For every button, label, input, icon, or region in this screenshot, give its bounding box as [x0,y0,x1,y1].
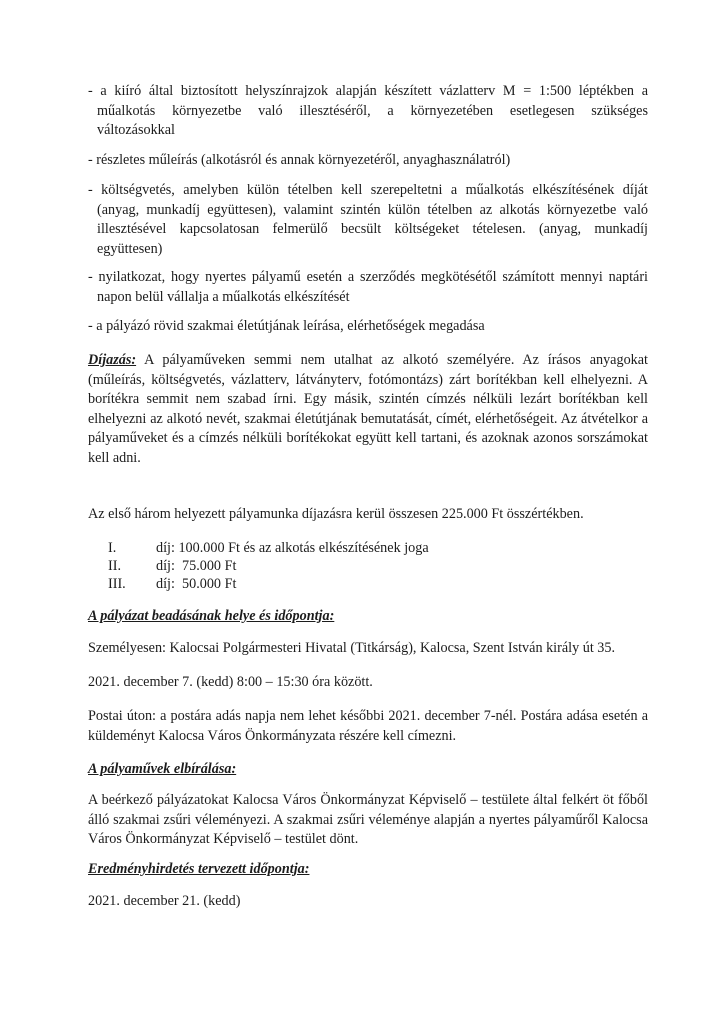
bullet-line: - a kiíró által biztosított helyszínrajzok alapján készített vázlatterv M = 1:500 léptékben a [88,83,648,99]
prize-item [108,557,568,575]
bullet-line: napon belül vállalja a műalkotás elkészítését [97,288,350,305]
dijazas-paragraph [88,351,648,468]
submission-postal: Postai úton: a postára adás napja nem lehet későbbi 2021. december 7-nél. Postára adása esetén a küldeményt Kalocsa Város Önkormányzata részére kell címezni. [88,708,648,744]
bullet-line: illesztésével kapcsolatosan felmerülő becsült költségeket tételesen. (anyag, munkadíj [97,221,648,237]
prize-item [108,539,568,557]
bullet-line: - nyilatkozat, hogy nyertes pályamű esetén a szerződés megkötésétől számított mennyi naptári [88,269,648,285]
bullet-line: - költségvetés, amelyben külön tételben kell szerepeltetni a műalkotás elkészítésének díját [88,182,648,198]
dijazas-label: Díjazás: [88,352,137,368]
bullet-line: - a pályázó rövid szakmai életútjának leírása, elérhetőségek megadása [88,318,485,334]
prize-rank: III. [108,576,126,592]
bullet-declaration [88,268,648,307]
bullet-career [88,317,648,337]
bullet-description [88,151,648,171]
evaluation-heading: A pályaművek elbírálása: [88,761,237,777]
prize-text: díj: 100.000 Ft és az alkotás elkészítésének joga [156,540,429,556]
bullet-line: (anyag, munkadíj együttesen), valamint szintén külön tételben az alkotás környezetbe való [97,201,648,218]
prize-text: díj: 75.000 Ft [156,558,237,574]
prize-rank: II. [108,558,121,574]
prize-item [108,575,568,593]
prize-rank: I. [108,540,117,556]
bullet-line: változásokkal [97,122,176,138]
prize-list [108,539,568,593]
bullet-sketch-plan [88,82,648,141]
submission-heading: A pályázat beadásának helye és időpontja: [88,608,335,624]
bullet-line: - részletes műleírás (alkotásról és annak környezetéről, anyaghasználatról) [88,152,511,168]
bullet-budget [88,181,648,259]
submission-personal: Személyesen: Kalocsai Polgármesteri Hivatal (Titkárság), Kalocsa, Szent István király út 35. [88,640,616,656]
bullet-line: műalkotás környezetbe való illesztéséről, a környezetében esetlegesen szükséges [97,102,648,119]
submission-date: 2021. december 7. (kedd) 8:00 – 15:30 óra között. [88,674,373,690]
results-heading: Eredményhirdetés tervezett időpontja: [88,861,310,877]
dijazas-text: A pályaműveken semmi nem utalhat az alkotó személyére. Az írásos anyagokat (műleírás, költségvetés, vázlatterv, látványterv, fotómontázs) zárt borítékban kell elhelyezni. A borítékra semmit nem szabad írni. Egy másik, szintén címzés nélküli lezárt borítékban kell elhelyezni az alkotó nevét, szakmai életútjának bemutatását, címét, elérhetőségeit. Az átvételkor a pályaműveket és a címzés nélküli borítékokat együtt kell tartani, és azoknak azonos sorszámokat kell adni. [88,352,648,466]
evaluation-text: A beérkező pályázatokat Kalocsa Város Önkormányzat Képviselő – testülete által felkért öt főből álló szakmai zsűri véleményezi. A szakmai zsűri véleménye alapján a nyertes pályaműről Kalocsa Város Önkormányzat Képviselő – testület dönt. [88,792,648,847]
prize-text: díj: 50.000 Ft [156,576,237,592]
bullet-line: együttesen) [97,240,163,257]
prizes-intro: Az első három helyezett pályamunka díjazásra kerül összesen 225.000 Ft összértékben. [88,506,584,522]
results-date: 2021. december 21. (kedd) [88,893,241,909]
